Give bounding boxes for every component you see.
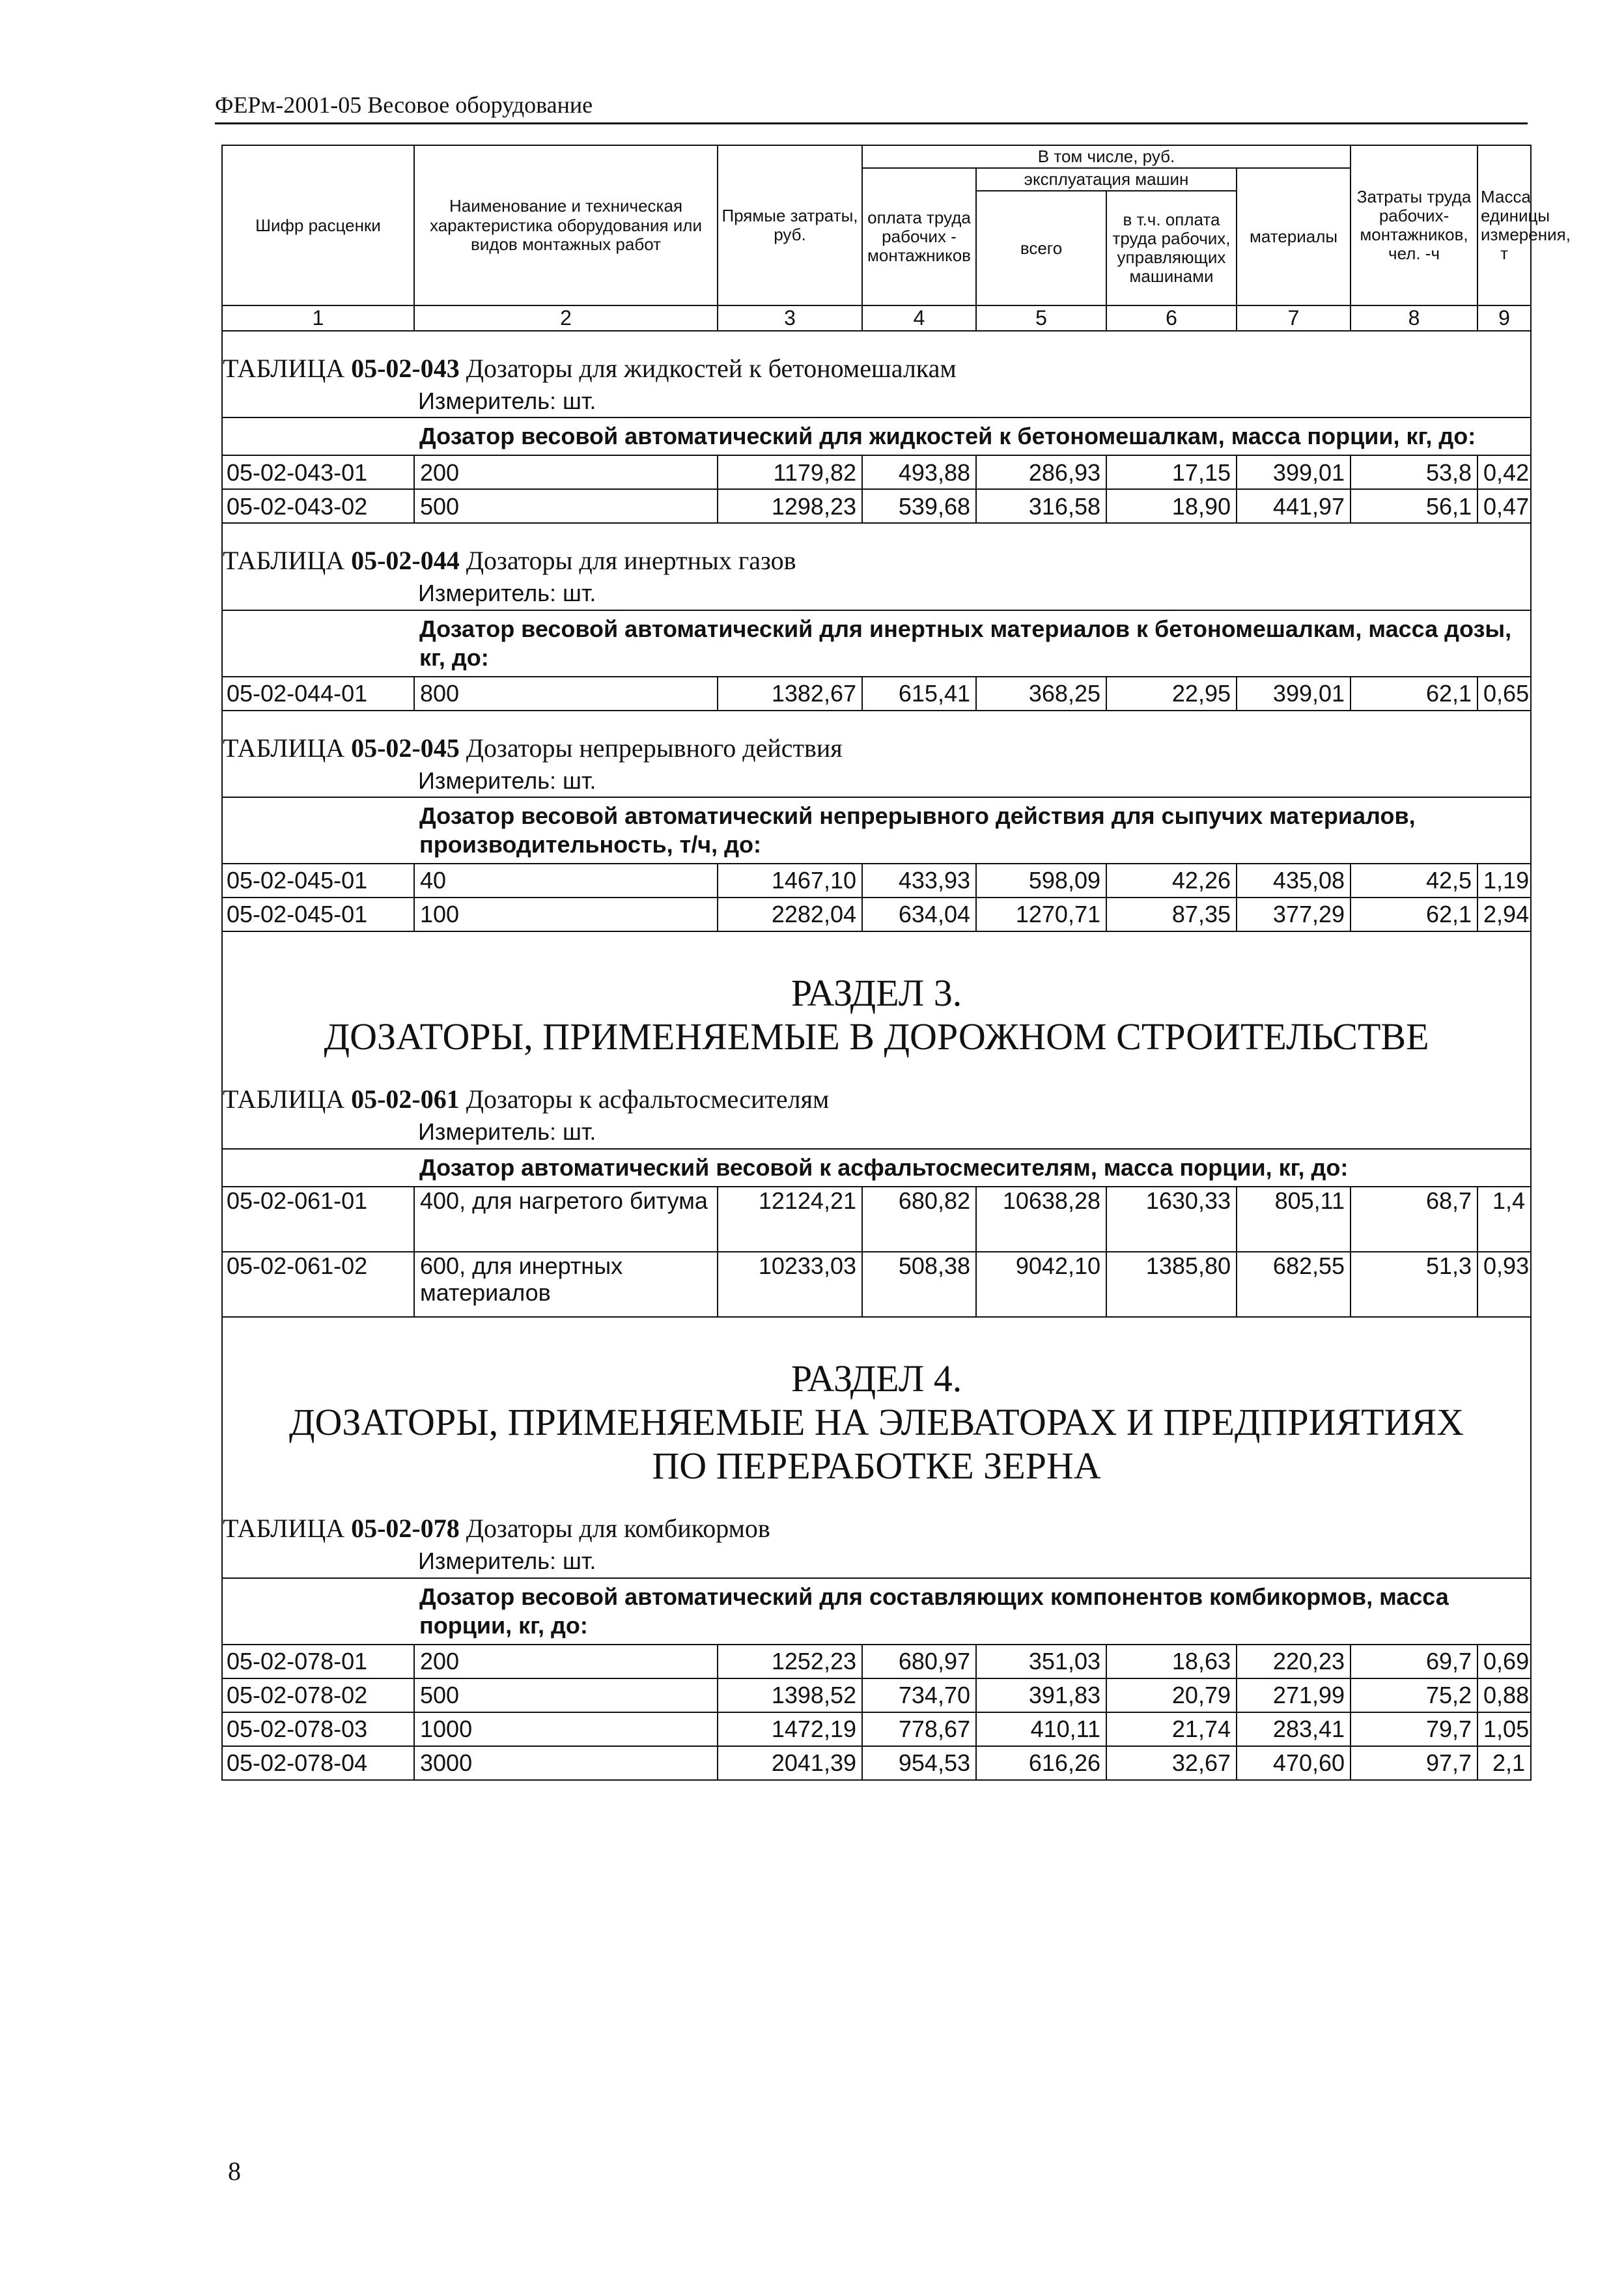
description-row <box>222 1578 1531 1645</box>
cell-materials: 399,01 <box>1237 455 1351 489</box>
header-machines-labor: в т.ч. оплата труда рабочих, управляющих машинами <box>1106 191 1237 305</box>
measure-label: Измеритель: шт. <box>418 1548 596 1575</box>
header-name: Наименование и техническая характеристика оборудования или видов монтажных работ <box>414 145 718 305</box>
column-number: 4 <box>862 305 976 331</box>
section-heading-line: ДОЗАТОРЫ, ПРИМЕНЯЕМЫЕ В ДОРОЖНОМ СТРОИТЕЛЬСТВЕ <box>324 1015 1429 1058</box>
cell-direct: 1179,82 <box>718 455 862 489</box>
description-row <box>222 797 1531 864</box>
cell-labor: 539,68 <box>862 489 976 523</box>
cell-labor: 778,67 <box>862 1712 976 1746</box>
column-number: 7 <box>1237 305 1351 331</box>
table-title <box>222 1062 1531 1117</box>
cell-direct: 12124,21 <box>718 1187 862 1252</box>
cell-labor: 615,41 <box>862 677 976 711</box>
cell-code: 05-02-043-02 <box>222 489 414 523</box>
table-title-row <box>222 711 1531 766</box>
cell-name: 500 <box>414 1678 718 1712</box>
column-numbers-row <box>222 305 1531 331</box>
measure-row <box>222 1546 1531 1577</box>
cell-mach: 616,26 <box>976 1746 1106 1780</box>
cell-name: 1000 <box>414 1712 718 1746</box>
section-heading-line: ДОЗАТОРЫ, ПРИМЕНЯЕМЫЕ НА ЭЛЕВАТОРАХ И ПРЕДПРИЯТИЯХ <box>288 1400 1464 1443</box>
cell-materials: 435,08 <box>1237 864 1351 898</box>
cell-hours: 53,8 <box>1351 455 1477 489</box>
table-title <box>222 523 1531 578</box>
section-heading-line: РАЗДЕЛ 4. <box>791 1357 962 1400</box>
cell-mach-labor: 87,35 <box>1106 898 1237 931</box>
cell-materials: 220,23 <box>1237 1645 1351 1678</box>
cell-mass: 0,42 <box>1477 455 1531 489</box>
cell-materials: 271,99 <box>1237 1678 1351 1712</box>
cell-labor: 954,53 <box>862 1746 976 1780</box>
cell-name: 3000 <box>414 1746 718 1780</box>
cell-mass: 2,94 <box>1477 898 1531 931</box>
cell-code: 05-02-045-01 <box>222 864 414 898</box>
cell-direct: 1398,52 <box>718 1678 862 1712</box>
cell-code: 05-02-078-02 <box>222 1678 414 1712</box>
cell-materials: 470,60 <box>1237 1746 1351 1780</box>
cell-materials: 377,29 <box>1237 898 1351 931</box>
header-labor-hours: Затраты труда рабочих-монтажников, чел. -ч <box>1351 145 1477 305</box>
section-heading-row <box>222 1317 1531 1492</box>
table-title <box>222 711 1531 766</box>
table-title <box>222 1491 1531 1546</box>
table-row <box>222 1252 1531 1317</box>
description-spacer <box>222 417 414 455</box>
cell-mach: 1270,71 <box>976 898 1106 931</box>
cell-code: 05-02-043-01 <box>222 455 414 489</box>
header-code: Шифр расценки <box>222 145 414 305</box>
table-title <box>222 331 1531 386</box>
cell-mach-labor: 1630,33 <box>1106 1187 1237 1252</box>
table-row <box>222 1678 1531 1712</box>
column-number: 6 <box>1106 305 1237 331</box>
cell-hours: 56,1 <box>1351 489 1477 523</box>
section-heading <box>222 931 1531 1063</box>
cell-hours: 62,1 <box>1351 898 1477 931</box>
measure <box>222 766 1531 797</box>
cell-hours: 42,5 <box>1351 864 1477 898</box>
description-spacer <box>222 1578 414 1645</box>
table-label: ТАБЛИЦА <box>223 546 345 576</box>
cell-labor: 433,93 <box>862 864 976 898</box>
cell-direct: 2041,39 <box>718 1746 862 1780</box>
section-heading-line: РАЗДЕЛ 3. <box>791 971 962 1014</box>
cell-code: 05-02-061-01 <box>222 1187 414 1252</box>
table-code: 05-02-044 <box>351 546 460 576</box>
cell-code: 05-02-061-02 <box>222 1252 414 1317</box>
cell-mach: 351,03 <box>976 1645 1106 1678</box>
cell-mach-labor: 17,15 <box>1106 455 1237 489</box>
header-labor-pay: оплата труда рабочих - монтажников <box>862 168 976 305</box>
table-title-row <box>222 1062 1531 1117</box>
description: Дозатор весовой автоматический для составляющих компонентов комбикормов, масса порции, кг, до: <box>414 1578 1531 1645</box>
cell-mach-labor: 20,79 <box>1106 1678 1237 1712</box>
table-row <box>222 677 1531 711</box>
table-code: 05-02-043 <box>351 354 460 384</box>
cell-mach-labor: 18,63 <box>1106 1645 1237 1678</box>
cell-mach: 410,11 <box>976 1712 1106 1746</box>
table-row <box>222 1187 1531 1252</box>
cell-mass: 1,19 <box>1477 864 1531 898</box>
cell-direct: 1252,23 <box>718 1645 862 1678</box>
table-title-row <box>222 1491 1531 1546</box>
description-row <box>222 610 1531 677</box>
cell-name: 200 <box>414 455 718 489</box>
measure <box>222 386 1531 417</box>
table-row <box>222 1645 1531 1678</box>
cell-mach-labor: 32,67 <box>1106 1746 1237 1780</box>
cell-labor: 634,04 <box>862 898 976 931</box>
table-code: 05-02-045 <box>351 733 460 763</box>
section-heading-row <box>222 931 1531 1063</box>
table-row <box>222 489 1531 523</box>
cell-direct: 1472,19 <box>718 1712 862 1746</box>
table-row <box>222 455 1531 489</box>
cell-materials: 682,55 <box>1237 1252 1351 1317</box>
cell-mach-labor: 18,90 <box>1106 489 1237 523</box>
running-header: ФЕРм-2001-05 Весовое оборудование <box>215 92 593 118</box>
cell-mass: 1,4 <box>1477 1187 1531 1252</box>
table-name: Дозаторы непрерывного действия <box>466 733 843 763</box>
description: Дозатор весовой автоматический для инертных материалов к бетономешалкам, масса дозы, кг, до: <box>414 610 1531 677</box>
cell-name: 40 <box>414 864 718 898</box>
cell-mass: 1,05 <box>1477 1712 1531 1746</box>
cell-hours: 75,2 <box>1351 1678 1477 1712</box>
table-row <box>222 864 1531 898</box>
table-label: ТАБЛИЦА <box>223 1514 345 1544</box>
column-number: 3 <box>718 305 862 331</box>
table-name: Дозаторы для инертных газов <box>466 546 796 576</box>
header-rule <box>215 122 1528 124</box>
header-group-machines: эксплуатация машин <box>976 168 1237 191</box>
cell-mass: 0,47 <box>1477 489 1531 523</box>
cell-mass: 0,93 <box>1477 1252 1531 1317</box>
column-number: 5 <box>976 305 1106 331</box>
cell-direct: 1382,67 <box>718 677 862 711</box>
measure-row <box>222 578 1531 610</box>
cell-mach: 9042,10 <box>976 1252 1106 1317</box>
column-number: 9 <box>1477 305 1531 331</box>
column-number: 2 <box>414 305 718 331</box>
header-materials: материалы <box>1237 168 1351 305</box>
table-title-row <box>222 523 1531 578</box>
description-spacer <box>222 1149 414 1187</box>
cell-name: 400, для нагретого битума <box>414 1187 718 1252</box>
cell-name: 100 <box>414 898 718 931</box>
section-heading-line: ПО ПЕРЕРАБОТКЕ ЗЕРНА <box>652 1445 1101 1488</box>
cell-mach: 286,93 <box>976 455 1106 489</box>
description-row <box>222 417 1531 455</box>
table-code: 05-02-078 <box>351 1514 460 1544</box>
rates-table <box>221 145 1571 1781</box>
cell-labor: 508,38 <box>862 1252 976 1317</box>
cell-mach: 391,83 <box>976 1678 1106 1712</box>
table-code: 05-02-061 <box>351 1084 460 1114</box>
measure-row <box>222 766 1531 797</box>
page-number: 8 <box>228 2156 241 2186</box>
cell-labor: 734,70 <box>862 1678 976 1712</box>
cell-materials: 283,41 <box>1237 1712 1351 1746</box>
table-row <box>222 898 1531 931</box>
cell-name: 500 <box>414 489 718 523</box>
cell-code: 05-02-045-01 <box>222 898 414 931</box>
measure <box>222 1117 1531 1148</box>
cell-materials: 399,01 <box>1237 677 1351 711</box>
cell-code: 05-02-078-03 <box>222 1712 414 1746</box>
cell-code: 05-02-078-04 <box>222 1746 414 1780</box>
rates-table-body <box>222 145 1571 1780</box>
cell-direct: 10233,03 <box>718 1252 862 1317</box>
measure-label: Измеритель: шт. <box>418 580 596 607</box>
cell-materials: 805,11 <box>1237 1187 1351 1252</box>
cell-mach-labor: 1385,80 <box>1106 1252 1237 1317</box>
measure-row <box>222 386 1531 417</box>
cell-hours: 97,7 <box>1351 1746 1477 1780</box>
cell-mach: 316,58 <box>976 489 1106 523</box>
header-group-rub: В том числе, руб. <box>862 145 1351 168</box>
measure <box>222 1546 1531 1577</box>
cell-name: 200 <box>414 1645 718 1678</box>
cell-labor: 493,88 <box>862 455 976 489</box>
measure <box>222 578 1531 610</box>
cell-materials: 441,97 <box>1237 489 1351 523</box>
column-number: 1 <box>222 305 414 331</box>
cell-direct: 1298,23 <box>718 489 862 523</box>
cell-hours: 68,7 <box>1351 1187 1477 1252</box>
cell-code: 05-02-044-01 <box>222 677 414 711</box>
section-heading <box>222 1317 1531 1492</box>
table-label: ТАБЛИЦА <box>223 1084 345 1114</box>
cell-name: 600, для инертных материалов <box>414 1252 718 1317</box>
cell-labor: 680,82 <box>862 1187 976 1252</box>
description: Дозатор весовой автоматический непрерывного действия для сыпучих материалов, производительность, т/ч, до: <box>414 797 1531 864</box>
table-row <box>222 1746 1531 1780</box>
cell-labor: 680,97 <box>862 1645 976 1678</box>
description-row <box>222 1149 1531 1187</box>
cell-hours: 79,7 <box>1351 1712 1477 1746</box>
table-name: Дозаторы для комбикормов <box>466 1514 770 1544</box>
cell-direct: 2282,04 <box>718 898 862 931</box>
header-unit-mass: Масса единицы измерения, т <box>1477 145 1531 305</box>
table-row <box>222 1712 1531 1746</box>
cell-direct: 1467,10 <box>718 864 862 898</box>
header-direct-costs: Прямые затраты, руб. <box>718 145 862 305</box>
cell-mass: 2,1 <box>1477 1746 1531 1780</box>
cell-hours: 51,3 <box>1351 1252 1477 1317</box>
cell-mass: 0,69 <box>1477 1645 1531 1678</box>
description: Дозатор автоматический весовой к асфальтосмесителям, масса порции, кг, до: <box>414 1149 1531 1187</box>
cell-mach-labor: 21,74 <box>1106 1712 1237 1746</box>
cell-hours: 62,1 <box>1351 677 1477 711</box>
description-spacer <box>222 610 414 677</box>
cell-mach: 598,09 <box>976 864 1106 898</box>
table-label: ТАБЛИЦА <box>223 354 345 384</box>
measure-label: Измеритель: шт. <box>418 767 596 794</box>
table-label: ТАБЛИЦА <box>223 733 345 763</box>
description-spacer <box>222 797 414 864</box>
table-title-row <box>222 331 1531 386</box>
measure-label: Измеритель: шт. <box>418 1118 596 1146</box>
cell-hours: 69,7 <box>1351 1645 1477 1678</box>
cell-code: 05-02-078-01 <box>222 1645 414 1678</box>
cell-name: 800 <box>414 677 718 711</box>
measure-label: Измеритель: шт. <box>418 388 596 415</box>
cell-mach: 368,25 <box>976 677 1106 711</box>
cell-mass: 0,88 <box>1477 1678 1531 1712</box>
column-number: 8 <box>1351 305 1477 331</box>
cell-mach-labor: 22,95 <box>1106 677 1237 711</box>
header-machines-total: всего <box>976 191 1106 305</box>
measure-row <box>222 1117 1531 1148</box>
cell-mass: 0,65 <box>1477 677 1531 711</box>
cell-mach: 10638,28 <box>976 1187 1106 1252</box>
cell-mach-labor: 42,26 <box>1106 864 1237 898</box>
description: Дозатор весовой автоматический для жидкостей к бетономешалкам, масса порции, кг, до: <box>414 417 1531 455</box>
table-name: Дозаторы для жидкостей к бетономешалкам <box>466 354 957 384</box>
table-name: Дозаторы к асфальтосмесителям <box>466 1084 830 1114</box>
